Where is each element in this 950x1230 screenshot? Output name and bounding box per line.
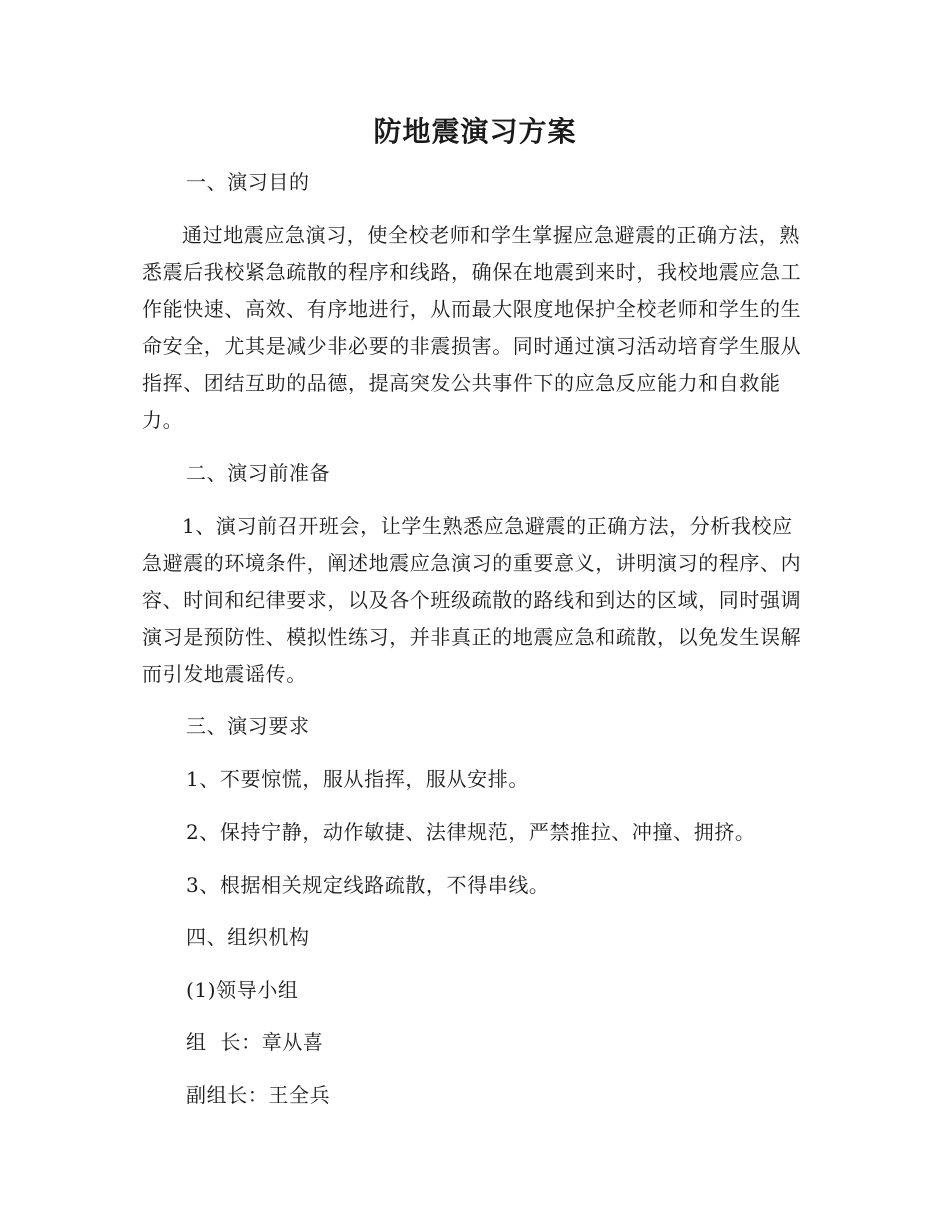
requirement-item-1: 1、不要惊慌，服从指挥，服从安排。 <box>186 767 529 791</box>
paragraph-preparation: 1、演习前召开班会，让学生熟悉应急避震的正确方法，分析我校应急避震的环境条件，阐述地震应急演习的重要意义，讲明演习的程序、内容、时间和纪律要求，以及各个班级疏散的路线和到达的区域，同时强调演习是预防性、模拟性练习，并非真正的地震应急和疏散，以免发生误解而引发地震谣传。 <box>142 514 802 686</box>
section-heading-organization: 四、组织机构 <box>186 925 310 949</box>
section-heading-purpose: 一、演习目的 <box>186 170 310 194</box>
section-heading-preparation: 二、演习前准备 <box>186 461 331 485</box>
section-heading-requirements: 三、演习要求 <box>186 714 310 738</box>
requirement-item-2: 2、保持宁静，动作敏捷、法律规范，严禁推拉、冲撞、拥挤。 <box>186 820 756 844</box>
requirement-item-3: 3、根据相关规定线路疏散，不得串线。 <box>186 873 550 897</box>
deputy-leader-line: 副组长：王全兵 <box>186 1083 331 1107</box>
subsection-heading-leadership: (1)领导小组 <box>186 978 299 1002</box>
document-title: 防地震演习方案 <box>373 115 577 148</box>
leader-line: 组 长：章从喜 <box>186 1030 324 1054</box>
paragraph-purpose: 通过地震应急演习，使全校老师和学生掌握应急避震的正确方法，熟悉震后我校紧急疏散的程序和线路，确保在地震到来时，我校地震应急工作能快速、高效、有序地进行，从而最大限度地保护全校老师和学生的生命安全，尤其是减少非必要的非震损害。同时通过演习活动培育学生服从指挥、团结互助的品德，提高突发公共事件下的应急反应能力和自救能力。 <box>142 223 802 432</box>
